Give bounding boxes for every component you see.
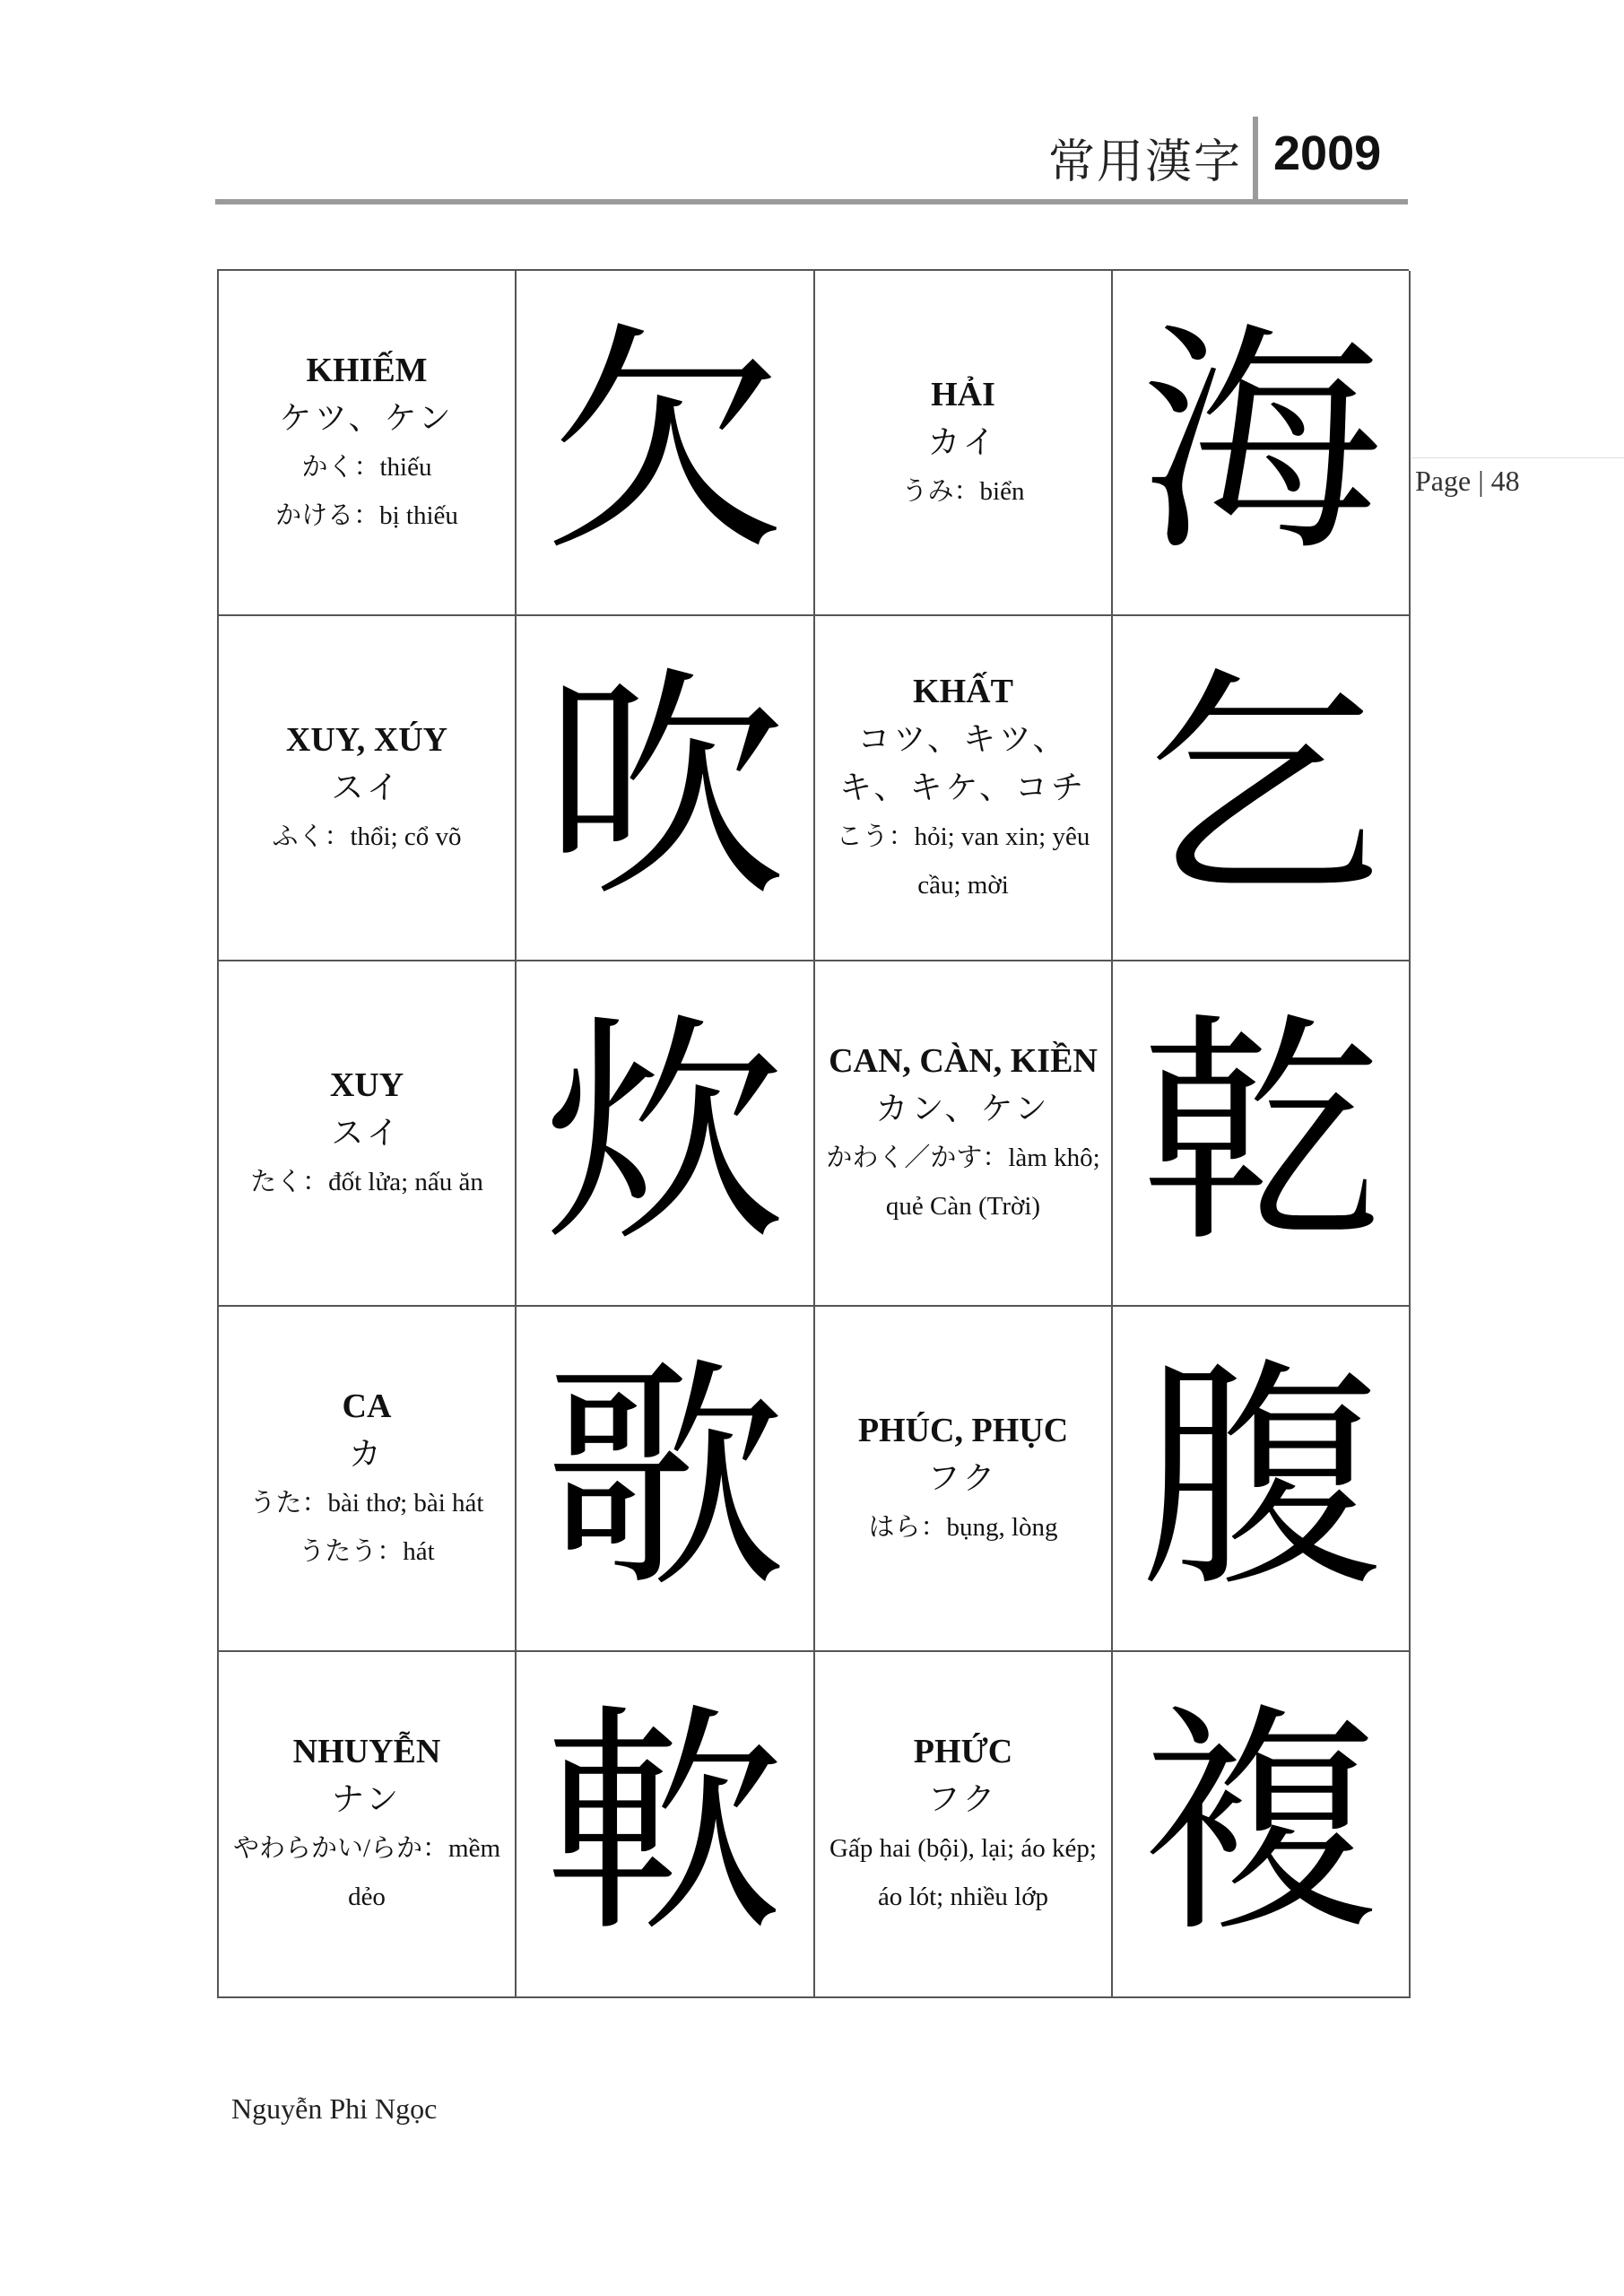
kunyomi-meaning: Gấp hai (bội), lại; áo kép; áo lót; nhiều lớp bbox=[829, 1834, 1097, 1911]
onyomi-reading: フク bbox=[927, 1781, 999, 1818]
onyomi-reading: カン、ケン bbox=[875, 1090, 1051, 1127]
kanji-table bbox=[217, 269, 1409, 1998]
kanji-character: 吹 bbox=[543, 646, 786, 929]
info-cell bbox=[219, 1652, 517, 1998]
kanji-character: 海 bbox=[1140, 300, 1382, 584]
kunyomi-meaning: はら：bụng, lòng bbox=[868, 1512, 1058, 1542]
info-cell bbox=[815, 1307, 1113, 1652]
kanji-cell bbox=[517, 1652, 815, 1998]
info-cell bbox=[219, 1307, 517, 1652]
info-cell bbox=[219, 616, 517, 961]
kanji-character: 歌 bbox=[543, 1336, 786, 1620]
info-cell bbox=[815, 961, 1113, 1307]
header-title: 常用漢字 bbox=[1047, 135, 1242, 189]
header-separator bbox=[1253, 117, 1258, 199]
kanji-cell bbox=[517, 616, 815, 961]
kanji-character: 乾 bbox=[1140, 991, 1382, 1274]
kunyomi-meaning: うたう：hát bbox=[299, 1536, 435, 1566]
kanji-character: 複 bbox=[1140, 1683, 1382, 1965]
kanji-cell bbox=[1113, 616, 1411, 961]
kanji-cell bbox=[1113, 1652, 1411, 1998]
kanji-cell bbox=[1113, 1307, 1411, 1652]
author-footer: Nguyễn Phi Ngọc bbox=[231, 2092, 438, 2125]
han-viet-reading: CAN, CÀN, KIỀN bbox=[829, 1041, 1098, 1080]
kanji-character: 腹 bbox=[1140, 1336, 1382, 1620]
onyomi-reading: フク bbox=[927, 1459, 999, 1497]
page-header bbox=[215, 117, 1408, 202]
onyomi-reading: ナン bbox=[331, 1781, 403, 1818]
header-rule bbox=[215, 199, 1408, 204]
han-viet-reading: XUY bbox=[329, 1065, 404, 1104]
info-cell bbox=[815, 616, 1113, 961]
han-viet-reading: PHÚC, PHỤC bbox=[857, 1411, 1069, 1449]
info-cell bbox=[219, 271, 517, 616]
page-number-rule bbox=[1411, 457, 1624, 458]
kanji-character: 軟 bbox=[543, 1683, 786, 1965]
han-viet-reading: HẢI bbox=[931, 375, 995, 413]
kanji-character: 乞 bbox=[1140, 646, 1382, 929]
onyomi-reading: カイ bbox=[927, 423, 999, 461]
onyomi-reading: コツ、キツ、キ、キケ、コチ bbox=[838, 720, 1088, 806]
info-cell bbox=[815, 1652, 1113, 1998]
kunyomi-meaning: うた：bài thơ; bài hát bbox=[249, 1488, 484, 1518]
han-viet-reading: NHUYỄN bbox=[292, 1733, 441, 1770]
kunyomi-meaning: うみ：biển bbox=[901, 476, 1025, 506]
kunyomi-meaning: こう：hỏi; van xin; yêu cầu; mời bbox=[836, 822, 1090, 900]
han-viet-reading: PHỨC bbox=[913, 1733, 1013, 1770]
page-number: Page | 48 bbox=[1415, 465, 1520, 497]
kunyomi-meaning: かく：thiếu bbox=[301, 452, 432, 482]
kanji-cell bbox=[1113, 271, 1411, 616]
onyomi-reading: カ bbox=[348, 1435, 385, 1473]
han-viet-reading: CA bbox=[342, 1387, 392, 1425]
header-year: 2009 bbox=[1273, 126, 1382, 180]
kanji-cell bbox=[517, 1307, 815, 1652]
onyomi-reading: スイ bbox=[331, 769, 403, 806]
info-cell bbox=[815, 271, 1113, 616]
kanji-cell bbox=[517, 271, 815, 616]
onyomi-reading: ケツ、ケン bbox=[279, 399, 455, 437]
kunyomi-meaning: ふく：thổi; cổ võ bbox=[272, 822, 462, 851]
kanji-character: 欠 bbox=[543, 300, 786, 584]
kunyomi-meaning: かける：bị thiếu bbox=[275, 500, 458, 530]
kunyomi-meaning: やわらかい/らか：mềm dẻo bbox=[232, 1834, 501, 1911]
kanji-cell bbox=[517, 961, 815, 1307]
kanji-cell bbox=[1113, 961, 1411, 1307]
han-viet-reading: KHIẾM bbox=[306, 351, 428, 389]
onyomi-reading: スイ bbox=[331, 1114, 403, 1152]
han-viet-reading: KHẤT bbox=[913, 672, 1013, 710]
info-cell bbox=[219, 961, 517, 1307]
kanji-character: 炊 bbox=[543, 991, 786, 1274]
kunyomi-meaning: かわく／かす：làm khô; quẻ Càn (Trời) bbox=[826, 1143, 1100, 1221]
kunyomi-meaning: たく：đốt lửa; nấu ăn bbox=[250, 1167, 483, 1196]
han-viet-reading: XUY, XÚY bbox=[285, 720, 448, 759]
